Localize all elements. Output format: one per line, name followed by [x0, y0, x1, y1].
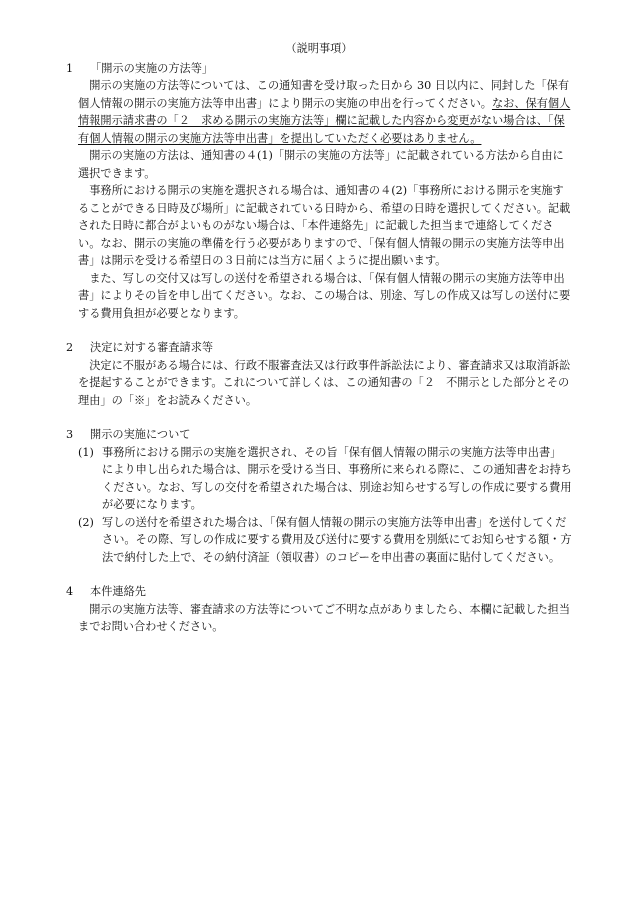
list-item: [78, 514, 572, 567]
list-item-number: (2): [78, 515, 94, 529]
paragraph: 開示の実施の方法は、通知書の４(1)「開示の実施の方法等」に記載されている方法から自由に選択できます。: [78, 149, 564, 180]
list-item-text: 事務所における開示の実施を選択され、その旨「保有個人情報の開示の実施方法等申出書」により申し出られた場合は、開示を受ける当日、事務所に来られる際に、この通知書をお持ちください。なお、写しの交付を希望された場合は、別途お知らせする写しの作成に要する費用が必要になります。: [102, 445, 572, 511]
section-title: 決定に対する審査請求等: [90, 341, 214, 354]
list-item-text: 写しの送付を希望された場合は、「保有個人情報の開示の実施方法等申出書」を送付してください。その際、写しの作成に要する費用及び送付に要する費用を別紙にてお知らせする額・方法で納付した上で、その納付済証（領収書）のコピーを申出書の裏面に貼付してください。: [102, 515, 572, 564]
numbered-list: [78, 444, 572, 567]
section-title: 本件連絡先: [90, 585, 146, 598]
section-3: [66, 426, 572, 566]
section-1: [66, 60, 572, 323]
paragraph: 決定に不服がある場合には、行政不服審査法又は行政事件訴訟法により、審査請求又は取消訴訟を提起することができます。これについて詳しくは、この通知書の「２ 不開示とした部分とその理由」の「※」をお読みください。: [78, 358, 571, 407]
section-2-heading: [66, 339, 572, 357]
section-title: 「開示の実施の方法等」: [90, 61, 214, 75]
section-number: 3: [66, 428, 74, 441]
paragraph: 事務所における開示の実施を選択される場合は、通知書の４(2)「事務所における開示を実施することができる日時及び場所」に記載されている日時から、希望の日時を選択してください。記載された日時に都合がよいものがない場合は、「本件連絡先」に記載した担当まで連絡してください。なお、開示の実施の準備を行う必要がありますので、「保有個人情報の開示の実施方法等申出書」は開示を受ける希望日の３日前には当方に届くように提出願います。: [78, 184, 571, 267]
section-1-heading: [66, 60, 572, 78]
paragraph: また、写しの交付又は写しの送付を希望される場合は、「保有個人情報の開示の実施方法等申出書」によりその旨を申し出てください。なお、この場合は、別途、写しの作成又は写しの送付に要する費用負担が必要となります。: [78, 271, 571, 320]
underlined-note: なお、保有個人情報開示請求書の「２ 求める開示の実施方法等」欄に記載した内容から変更がない場合は、「保有個人情報の開示の実施方法等申出書」を提出していただく必要はありません。: [78, 96, 571, 145]
document-title: （説明事項）: [285, 42, 353, 55]
section-number: 2: [66, 341, 74, 354]
section-3-heading: [66, 426, 572, 444]
paragraph: 開示の実施の方法等については、この通知書を受け取った日から 30 日以内に、同封した「保有個人情報の開示の実施方法等申出書」により開示の実施の申出を行ってください。なお、保有個人情報開示請求書の「２ 求める開示の実施方法等」欄に記載した内容から変更がない場合は、「保有個人情報の開示の実施方法等申出書」を提出していただく必要はありません。: [78, 79, 571, 145]
section-title: 開示の実施について: [90, 428, 191, 441]
list-item: [78, 444, 572, 514]
section-2: [66, 339, 572, 409]
section-4-heading: [66, 583, 572, 601]
section-number: 4: [66, 585, 74, 598]
section-number: 1: [66, 61, 74, 75]
section-4: [66, 583, 572, 636]
paragraph: 開示の実施方法等、審査請求の方法等についてご不明な点がありましたら、本欄に記載した担当までお問い合わせください。: [78, 602, 571, 633]
list-item-number: (1): [78, 445, 94, 459]
